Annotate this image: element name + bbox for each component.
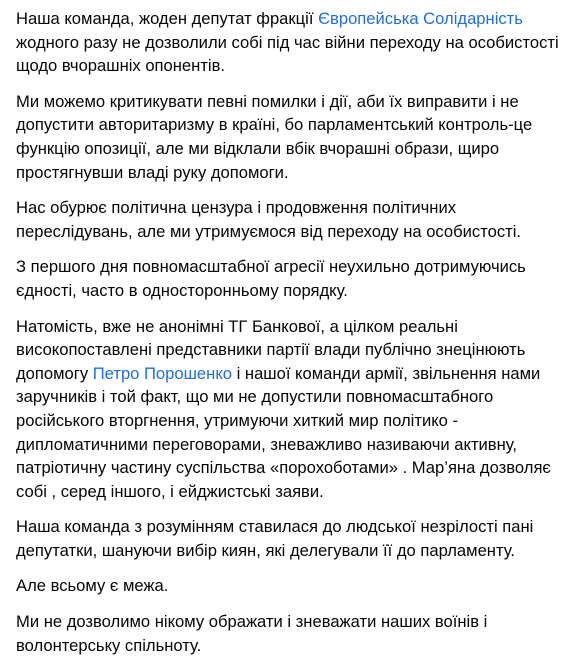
paragraph-1-text-before: Наша команда, жоден депутат фракції — [16, 9, 319, 28]
paragraph-5-text-after: і нашої команди армії, звільнення нами заручників і той факт, що ми не допустили повномасштабного російського вторгнення, утримуючи хиткий мир політико - дипломатичними переговорами, зневажливо називаючи активну, патріотичну частину суспільства «порохоботами» . Мар’яна дозволяє собі , серед іншого, і ейджистські заяви. — [16, 363, 551, 501]
profile-link-petro-poroshenko[interactable]: Петро Порошенко — [92, 363, 232, 383]
paragraph-8: Ми не дозволимо нікому ображати і зневажати наших воїнів і волонтерську спільноту. — [16, 612, 488, 655]
paragraph-5 — [16, 315, 564, 504]
page-link-european-solidarity[interactable]: Європейська Солідарність — [318, 9, 523, 28]
paragraph-4: З першого дня повномасштабної агресії неухильно дотримуючись єдності, часто в односторонньому порядку. — [16, 257, 526, 300]
paragraph-6: Наша команда з розумінням ставилася до людської незрілості пані депутатки, шануючи вибір киян, які делегували її до парламенту. — [16, 517, 534, 560]
paragraph-2: Ми можемо критикувати певні помилки і дії, аби їх виправити і не допустити авторитаризму в країні, бо парламентський контроль-це функцію опозиції, але ми відклали вбік вчорашні образи, щиро простягнувши владі руку допомоги. — [16, 91, 533, 182]
paragraph-1-text-after: жодного разу не дозволили собі під час війни переходу на особистості щодо вчорашніх опонентів. — [16, 32, 559, 76]
paragraph-3: Нас обурює політична цензура і продовження політичних переслідувань, але ми утримуємося від переходу на особистості. — [16, 198, 522, 241]
paragraph-7: Але всьому є межа. — [16, 576, 169, 596]
paragraph-5-text-before: Натомість, вже не анонімні ТГ Банкової, а цілком реальні високопоставлені представники партії влади публічно знецінюють допомогу — [16, 316, 526, 383]
paragraph-1 — [16, 7, 564, 78]
